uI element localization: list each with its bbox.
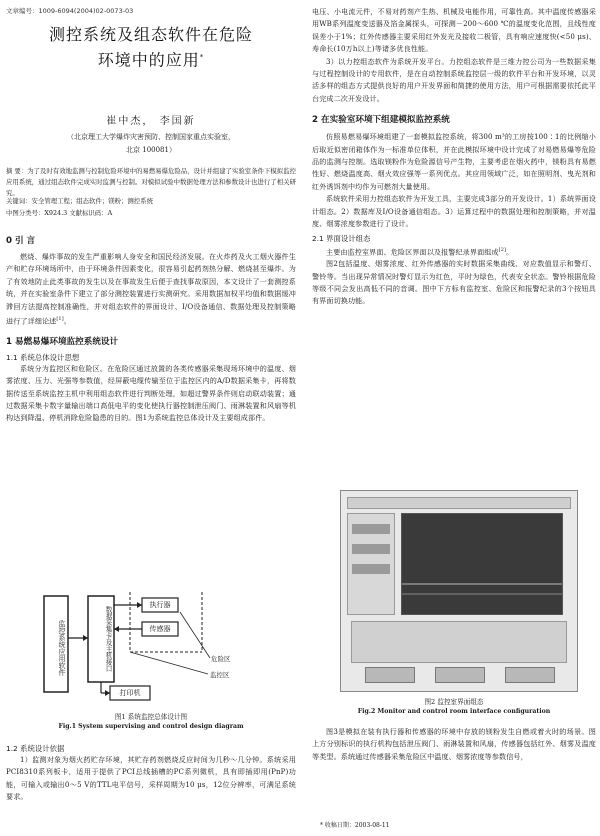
screen-title-bar	[347, 497, 571, 509]
section-2-1-paragraph-1: 主要由监控室界面、危险区界面以及报警纪录界面组成[2]。	[326, 246, 514, 256]
right-paragraph-1: 电压、小电流元件，不易对药剂产生热、机械及电能作用，可靠性高。其中温度传感器采用WB系列温度变送器及箔金属探头，可探测－200～600 ℃的温度变化范围，且线性度误差小于1%；红外传感器主要采用红外发光及接收二极管，具有响应速度快(<50 μs)、寿命长(10万h以上)等诸多优良性能。	[312, 7, 596, 54]
screen-nav-button-3	[505, 667, 555, 683]
left-column-bottom	[6, 740, 296, 804]
screen-button-2	[352, 544, 390, 554]
printer-label: 打印机	[119, 689, 141, 697]
authors: 崔中杰， 李国新	[106, 116, 196, 127]
title-line-2: 环境中的应用	[97, 50, 200, 70]
figure-2-caption-cn: 图2 监控室界面组态	[424, 698, 484, 706]
screen-status-strip	[351, 621, 567, 663]
affiliation-line-2: 北京 100081）	[126, 146, 176, 154]
figure-2-caption	[312, 697, 596, 717]
section-1-title: 1 易燃易爆环境监控系统设计	[6, 336, 119, 347]
section-2-1-title: 2.1 界面设计组态	[312, 233, 371, 243]
figure-1-caption-en: Fig.1 System supervising and control design diagram	[58, 723, 244, 730]
figure-1-caption	[6, 712, 296, 732]
section-2-1-paragraph-2: 图2包括温度、烟雾浓度、红外传感器的实时数据采集曲线、对应数值显示和警灯、警铃等。当出现异常情况时警灯显示为红色，平时为绿色，代表安全状态。警铃根据危险等级不同会发出高低不同的音调。图中下方标有监控室、危险区和报警纪录的3个按钮具有界面切换功能。	[312, 259, 596, 306]
section-1-2-title: 1.2 系统设计依据	[6, 744, 65, 753]
sensor-label: 传感器	[149, 625, 171, 633]
screen-button-1	[352, 524, 390, 534]
ref-2: [2]	[498, 246, 507, 253]
daq-box-label: 数据采集卡及主机接口	[104, 606, 112, 672]
left-column	[6, 228, 296, 425]
paper-title	[6, 24, 296, 71]
section-0-paragraph: 燃烧、爆炸事故的发生严重影响人身安全和国民经济发展。在火炸药及火工烟火器件生产和贮存环境场所中，由于环境条件因素变化，很容易引起药剂热分解、燃烧甚至爆炸。为了有效地防止此类事故的发生以及在事故发生后便于查找事故原因，本文设计了一套测控系统，并在实验室条件下建立了部分测控装置进行实测研究。采用数据加权平均值和数据缓冲滞回方法提高控制准确性，并对组态软件的界面设计、I/O设备通信、数据处理及控制策略进行了详细论述[1]。	[6, 252, 296, 326]
affiliation-line-1: （北京理工大学爆炸灾害预防、控制国家重点实验室，	[67, 133, 235, 141]
screen-trend-lines	[402, 514, 562, 614]
monitor-zone-label: 监控区	[210, 671, 230, 679]
executor-label: 执行器	[149, 601, 171, 609]
figure-2-screenshot	[340, 490, 578, 692]
figure-2-caption-en: Fig.2 Monitor and control room interface configuration	[357, 708, 551, 715]
keywords: 关键词：安全管理工程；组态软件；镁粉；测控系统	[6, 197, 153, 205]
screen-nav-button-1	[365, 667, 415, 683]
affiliation	[6, 131, 296, 157]
screen-side-panel	[347, 513, 395, 615]
ref-1: [1]	[56, 316, 64, 323]
right-paragraph-2: 3）以力控组态软件为系统开发平台。力控组态软件是三维力控公司为一些数据采集与过程控制设计的专用软件，是在自动控制系统监控层一级的软件平台和开发环境，以灵活多样的组态方式提供良好的用户开发界面和简捷的使用方法，用户可根据需要依托此平台完成二次开发设计。	[312, 56, 596, 103]
section-1-1-title: 1.1 系统总体设计思想	[6, 352, 80, 362]
hazard-zone-label: 危险区	[211, 655, 231, 663]
software-box-label: 监控系统应用软件	[58, 620, 66, 676]
figure-1-caption-cn: 图1 系统监控总体设计图	[114, 713, 188, 721]
figure-1	[30, 592, 270, 707]
right-column	[312, 6, 596, 308]
section-2-paragraph-1: 仿照易燃易爆环境组建了一套模拟监控系统，将300 m³的工房按100∶1的比例缩小后取近似密闭箱体作为一标准单位体积，并在此模拟环境中设计完成了对易燃易爆等危险品的监测与控制。选取镁粉作为危险源信号产生物，主要考虑在烟火药中，镁粉具有易燃性好、燃烧温度高、烟火效应强等一系列优点。其应用领域广泛，如在照明剂、曳光剂和红外诱饵剂中均作为可燃剂大量使用。	[312, 132, 596, 191]
screen-trend-chart	[401, 513, 563, 615]
classification: 中图分类号：X924.3 文献标识码：A	[6, 209, 113, 217]
abstract: 摘 要：为了及时有效地监测与控制危险环境中的易燃易爆危险品，设计并组建了实验室条件下模拟监控应用系统，通过组态软件完成实时监测与控制。对模拟试验中数据处理方法和参数设计也进行了相关研究。	[6, 167, 296, 197]
screen-button-3	[352, 564, 390, 574]
section-2-title: 2 在实验室环境下组建模拟监控系统	[312, 115, 450, 126]
title-line-1: 测控系统及组态软件在危险	[48, 25, 253, 44]
section-1-2-paragraph: 1）监测对象为烟火药贮存环境，其贮存药剂燃烧反应时间为几秒～几分钟。系统采用PCI8310系列板卡，适用于提供了PCI总线插槽的PC系列微机，具有即插即用(PnP)功能，可输入或输出0～5 V的TTL电平信号，采样周期为10 μs，12位分辨率，可满足系统要求。	[6, 755, 296, 802]
screen-nav-button-2	[435, 667, 485, 683]
title-footnote-mark: *	[199, 53, 205, 61]
article-number: 文章编号：1009-6094(2004)02-0073-03	[6, 7, 134, 15]
right-column-bottom	[312, 726, 596, 763]
section-2-paragraph-2: 系统软件采用力控组态软件为开发工具，主要完成3部分的开发设计。1）系统界面设计组态。2）数据库及I/O设备通信组态。3）运算过程中的数据处理和控制策略，并对温度、烟雾浓度参数进行了设计。	[312, 194, 596, 229]
section-0-title: 0 引 言	[6, 236, 36, 246]
section-1-1-paragraph: 系统分为监控区和危险区。在危险区通过放置的各类传感器采集现场环境中的温度、烟雾浓度、压力、光强等参数值，经屏蔽电缆传输至位于监控区内的A/D数据采集卡，再将数据传送至系统监控主机中利用组态软件进行判断处理，如超过警界条件则启动联动装置；通过数据采集卡数字量输出端口高低电平的变化使执行器控制泄压阀门、雨淋装置和风扇等机构达到降温、停机消除危险隐患的目的。图1为系统监控总体设计及主要组成部件。	[6, 363, 296, 423]
section-2-1-paragraph-3: 图3是模拟在装有执行器和传感器的环境中存放的镁粉发生自燃或着火时的场景。图上方分别标识的执行机构包括泄压阀门、雨淋装置和风扇，传感器包括红外、烟雾及温度等类型。系统通过传感器采集危险区中温度、烟雾浓度等参数信号，	[312, 727, 596, 761]
received-date-footnote: * 收稿日期：2003-08-11	[320, 822, 390, 829]
